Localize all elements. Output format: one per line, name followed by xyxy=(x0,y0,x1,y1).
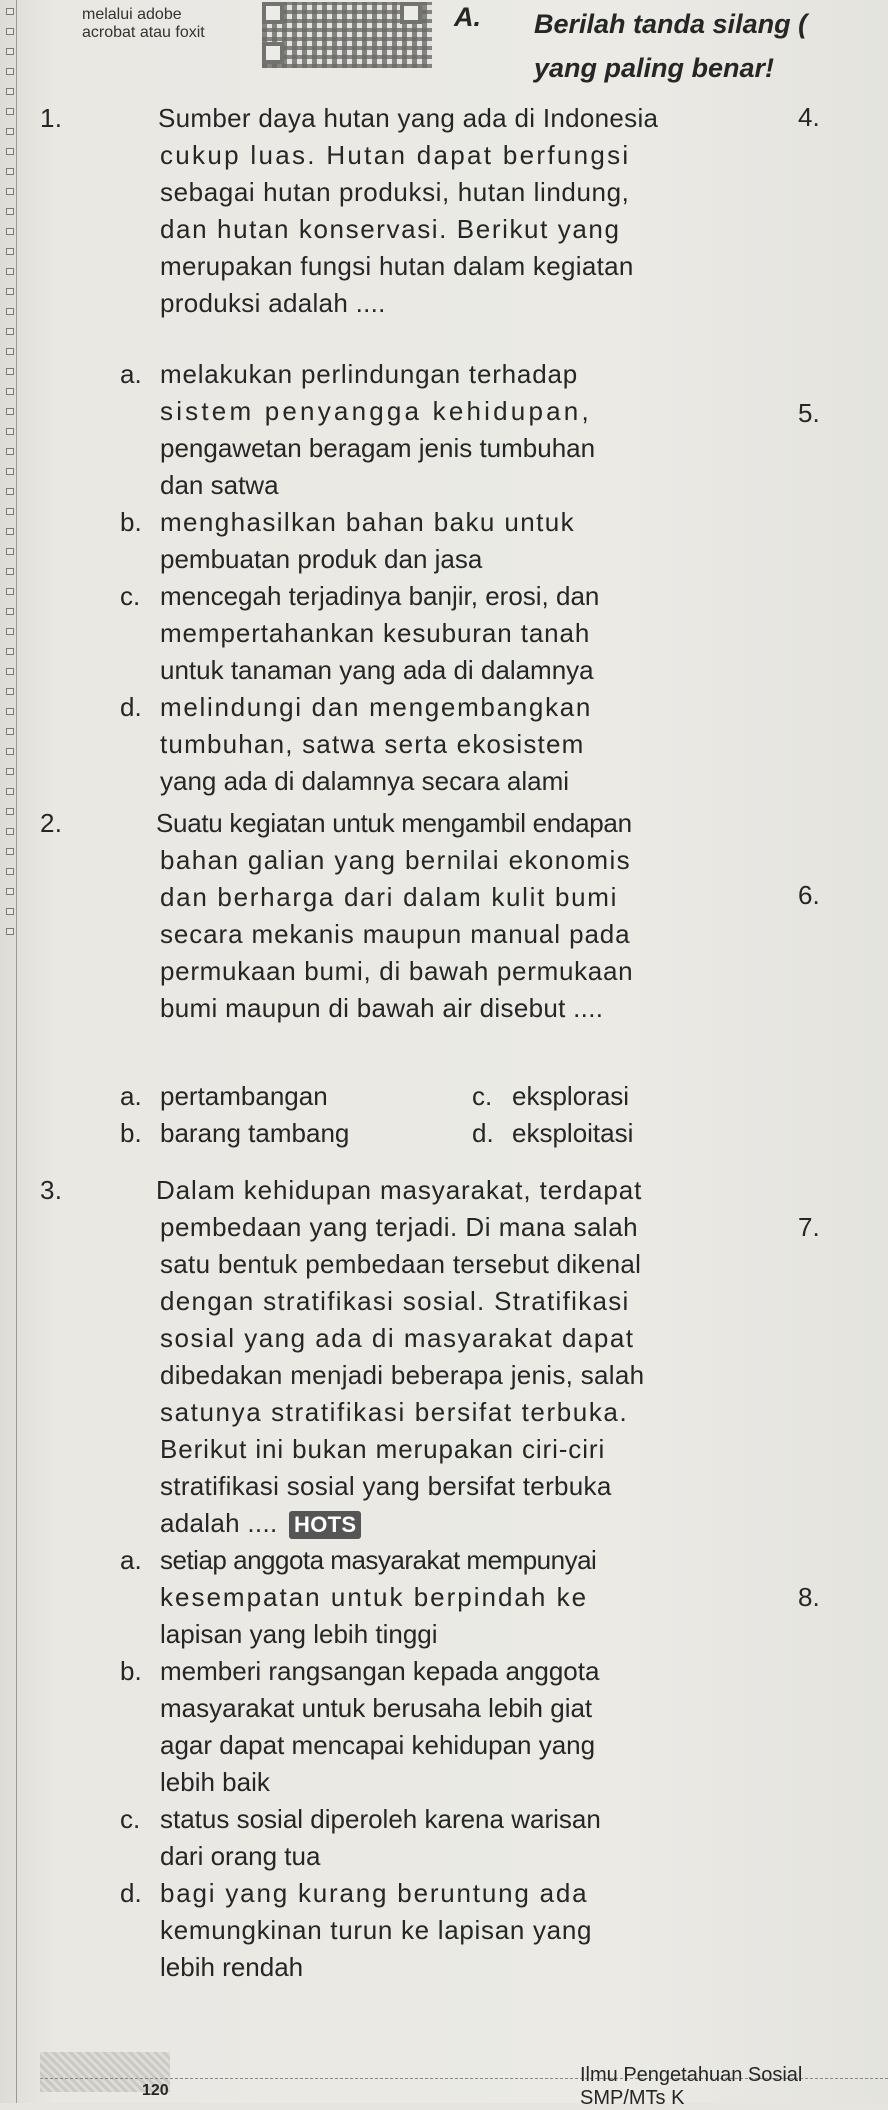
option-line: dari orang tua xyxy=(160,1841,321,1871)
option-label: d. xyxy=(472,1118,494,1148)
binding-hole xyxy=(6,908,14,915)
question-2-option-d[interactable] xyxy=(472,1115,633,1152)
binding-hole xyxy=(6,868,14,875)
option-line: lebih rendah xyxy=(160,1952,304,1982)
question-2-option-a[interactable] xyxy=(120,1078,328,1115)
option-line: lebih baik xyxy=(160,1767,270,1797)
option-line: yang ada di dalamnya secara alami xyxy=(160,766,570,796)
option-line: sistem penyangga kehidupan, xyxy=(160,396,592,426)
binding-hole xyxy=(6,928,14,935)
question-number: 2. xyxy=(40,808,63,838)
option-label: a. xyxy=(120,1545,142,1575)
option-label: c. xyxy=(472,1081,493,1111)
binding-hole xyxy=(6,888,14,895)
binding-hole xyxy=(6,8,14,15)
side-question-number: 6. xyxy=(798,880,820,910)
side-question-number: 7. xyxy=(798,1212,820,1242)
option-label: b. xyxy=(120,507,142,537)
book-title: Ilmu Pengetahuan Sosial SMP/MTs K xyxy=(580,2064,803,2109)
binding-hole xyxy=(6,148,14,155)
question-1-line: Sumber daya hutan yang ada di Indonesia xyxy=(158,103,659,133)
question-number: 1. xyxy=(40,103,63,133)
option-line: mempertahankan kesuburan tanah xyxy=(160,618,591,648)
option-label: a. xyxy=(120,359,142,389)
question-3-line: dengan stratifikasi sosial. Stratifikasi xyxy=(160,1286,630,1316)
binding-hole xyxy=(6,568,14,575)
binding-hole xyxy=(6,808,14,815)
option-label: a. xyxy=(120,1081,142,1111)
binding-hole xyxy=(6,788,14,795)
question-1-option-d[interactable] xyxy=(120,689,592,800)
header-note-line2: acrobat atau foxit xyxy=(82,24,205,41)
section-label: A. xyxy=(454,2,481,32)
option-label: c. xyxy=(120,581,141,611)
question-2-option-b[interactable] xyxy=(120,1115,349,1152)
option-line: bagi yang kurang beruntung ada xyxy=(160,1878,589,1908)
binding-hole xyxy=(6,48,14,55)
binding-hole xyxy=(6,68,14,75)
option-line: setiap anggota masyarakat mempunyai xyxy=(160,1545,597,1575)
binding-hole xyxy=(6,588,14,595)
binding-hole xyxy=(6,768,14,775)
question-3-line: Berikut ini bukan merupakan ciri-ciri xyxy=(160,1434,606,1464)
question-2-line: permukaan bumi, di bawah permukaan xyxy=(160,956,634,986)
binding-hole xyxy=(6,328,14,335)
binding-hole xyxy=(6,188,14,195)
binding-hole xyxy=(6,528,14,535)
header-note xyxy=(82,6,205,42)
binding-hole xyxy=(6,28,14,35)
binding-hole xyxy=(6,648,14,655)
binding-hole xyxy=(6,128,14,135)
option-line: mencegah terjadinya banjir, erosi, dan xyxy=(160,581,600,611)
question-3-line: stratifikasi sosial yang bersifat terbuka xyxy=(160,1471,612,1501)
binding-hole xyxy=(6,348,14,355)
option-line: untuk tanaman yang ada di dalamnya xyxy=(160,655,594,685)
binding-hole xyxy=(6,688,14,695)
binding-hole xyxy=(6,448,14,455)
binding-hole xyxy=(6,548,14,555)
section-title xyxy=(534,2,888,90)
option-line: melakukan perlindungan terhadap xyxy=(160,359,578,389)
question-3-line: pembedaan yang terjadi. Di mana salah xyxy=(160,1212,639,1242)
binding-hole xyxy=(6,388,14,395)
page-number: 120 xyxy=(142,2082,169,2099)
option-line: memberi rangsangan kepada anggota xyxy=(160,1656,600,1686)
option-text: eksplorasi xyxy=(512,1081,630,1111)
binding-hole xyxy=(6,828,14,835)
question-1-line: merupakan fungsi hutan dalam kegiatan xyxy=(160,251,634,281)
binding-hole xyxy=(6,288,14,295)
binding-hole xyxy=(6,368,14,375)
binding-hole xyxy=(6,668,14,675)
binding-hole xyxy=(6,468,14,475)
option-line: tumbuhan, satwa serta ekosistem xyxy=(160,729,585,759)
binding-hole xyxy=(6,428,14,435)
binding-hole xyxy=(6,88,14,95)
question-1-option-c[interactable] xyxy=(120,578,599,689)
question-1-option-a[interactable] xyxy=(120,356,595,504)
binding-hole xyxy=(6,168,14,175)
question-number: 3. xyxy=(40,1175,63,1205)
question-1-line: cukup luas. Hutan dapat berfungsi xyxy=(160,140,631,170)
question-3-line: sosial yang ada di masyarakat dapat xyxy=(160,1323,635,1353)
option-line: dan satwa xyxy=(160,470,279,500)
question-3-option-a[interactable] xyxy=(120,1542,596,1653)
question-3-option-c[interactable] xyxy=(120,1801,601,1875)
question-2-option-c[interactable] xyxy=(472,1078,629,1115)
question-2-line: secara mekanis maupun manual pada xyxy=(160,919,631,949)
option-text: pertambangan xyxy=(160,1081,328,1111)
question-2-line: bahan galian yang bernilai ekonomis xyxy=(160,845,632,875)
option-line: lapisan yang lebih tinggi xyxy=(160,1619,438,1649)
binding-hole xyxy=(6,628,14,635)
question-3-line: satu bentuk pembedaan tersebut dikenal xyxy=(160,1249,642,1279)
binding-hole xyxy=(6,508,14,515)
option-line: masyarakat untuk berusaha lebih giat xyxy=(160,1693,593,1723)
binding-hole xyxy=(6,728,14,735)
binding-hole xyxy=(6,248,14,255)
side-question-number: 8. xyxy=(798,1582,820,1612)
binding-hole xyxy=(6,108,14,115)
hots-badge: HOTS xyxy=(289,1511,361,1539)
binding-hole xyxy=(6,608,14,615)
binding-hole xyxy=(6,268,14,275)
question-1-line: dan hutan konservasi. Berikut yang xyxy=(160,214,621,244)
binding-hole xyxy=(6,408,14,415)
binding-hole xyxy=(6,748,14,755)
question-3-option-d[interactable] xyxy=(120,1875,592,1986)
option-text: eksploitasi xyxy=(512,1118,634,1148)
question-3-option-b[interactable] xyxy=(120,1653,599,1801)
side-question-number: 4. xyxy=(798,102,820,132)
binding-hole xyxy=(6,308,14,315)
question-1-line: produksi adalah .... xyxy=(160,288,386,318)
option-line: kemungkinan turun ke lapisan yang xyxy=(160,1915,593,1945)
option-label: d. xyxy=(120,692,142,722)
option-line: melindungi dan mengembangkan xyxy=(160,692,593,722)
option-line: pembuatan produk dan jasa xyxy=(160,544,483,574)
question-2-line: Suatu kegiatan untuk mengambil endapan xyxy=(156,808,632,838)
qr-code xyxy=(262,2,432,68)
side-question-number: 5. xyxy=(798,398,820,428)
question-1-line: sebagai hutan produksi, hutan lindung, xyxy=(160,177,630,207)
binding-hole xyxy=(6,488,14,495)
question-3-line: Dalam kehidupan masyarakat, terdapat xyxy=(156,1175,643,1205)
option-label: c. xyxy=(120,1804,141,1834)
question-1-option-b[interactable] xyxy=(120,504,575,578)
option-line: menghasilkan bahan baku untuk xyxy=(160,507,575,537)
section-title-line1: Berilah tanda silang ( xyxy=(534,9,808,39)
option-line: kesempatan untuk berpindah ke xyxy=(160,1582,589,1612)
option-text: barang tambang xyxy=(160,1118,350,1148)
option-label: d. xyxy=(120,1878,142,1908)
header-note-line1: melalui adobe xyxy=(82,6,182,23)
option-label: b. xyxy=(120,1656,142,1686)
question-2-line: dan berharga dari dalam kulit bumi xyxy=(160,882,619,912)
option-line: agar dapat mencapai kehidupan yang xyxy=(160,1730,596,1760)
option-line: pengawetan beragam jenis tumbuhan xyxy=(160,433,596,463)
binding-hole xyxy=(6,228,14,235)
section-title-line2: yang paling benar! xyxy=(534,53,775,83)
question-3-line: dibedakan menjadi beberapa jenis, salah xyxy=(160,1360,645,1390)
question-3-line: adalah .... xyxy=(160,1508,278,1538)
binding-strip xyxy=(4,0,17,2103)
binding-hole xyxy=(6,848,14,855)
question-2-line: bumi maupun di bawah air disebut .... xyxy=(160,993,604,1023)
option-label: b. xyxy=(120,1118,142,1148)
option-line: status sosial diperoleh karena warisan xyxy=(160,1804,601,1834)
binding-hole xyxy=(6,208,14,215)
question-3-line: satunya stratifikasi bersifat terbuka. xyxy=(160,1397,629,1427)
binding-hole xyxy=(6,708,14,715)
